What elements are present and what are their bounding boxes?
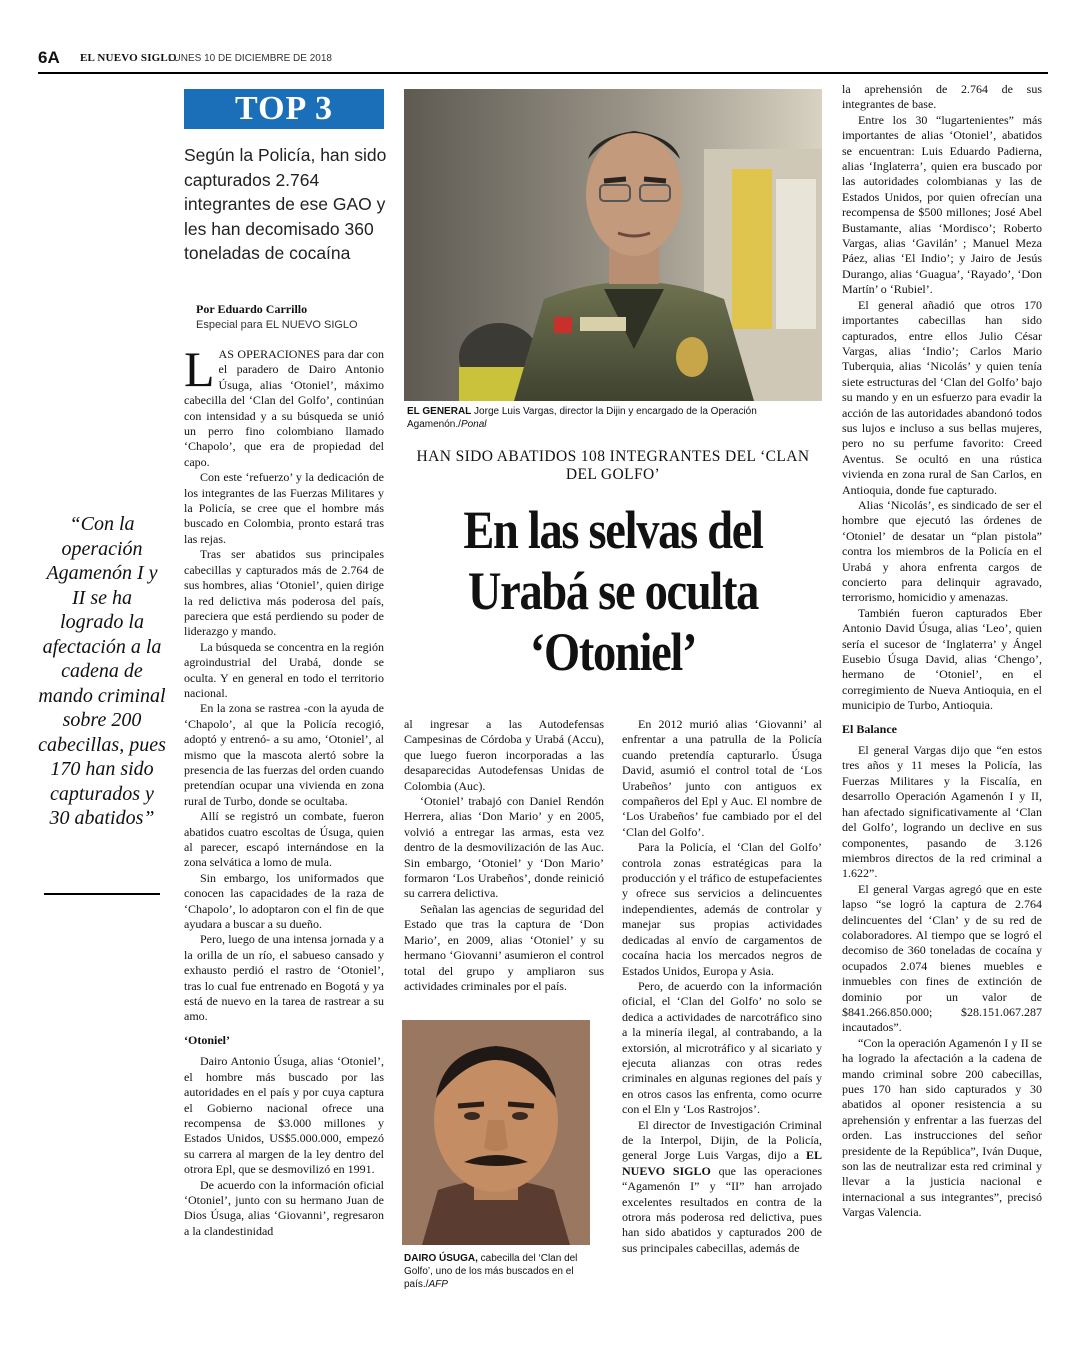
page-number: 6A <box>38 48 60 67</box>
paragraph: Alias ‘Nicolás’, es sindicado de ser el hombre que ejecutó las órdenes de ‘Otoniel’ de desatar un “plan pistola” contra los miembros de la Policía en el Urabá y ahora enfrenta cargos de concierto para delinquir agravado, terrorismo, homicidio y amenazas. <box>842 497 1042 605</box>
caption-text: cabecilla del ‘Clan del Golfo’, uno de los más buscados en el país./ <box>404 1253 578 1290</box>
paragraph: al ingresar a las Autodefensas Campesinas de Córdoba y Urabá (Accu), que luego fueron incorporadas a las desaparecidas Autodefensas Unidas de Colombia (Auc). <box>404 717 604 793</box>
paragraph: Señalan las agencias de seguridad del Estado que tras la captura de ‘Don Mario’, en 2009, alias ‘Otoniel’ y su hermano ‘Giovanni’ asumieron el control total del grupo y ampliaron sus actividades criminales por el país. <box>404 901 604 993</box>
paragraph: El general Vargas agregó que en este lapso “se logró la captura de 2.764 delincuentes del ‘Clan’ y de su red de colaboradores. Al tiempo que se logró el decomiso de 360 toneladas de cocaína y ocupados 2.074 bienes muebles e inmuebles con fines de extinción de dominio por un valor de $841.266.850.000; $28.151.067.287 incautados”. <box>842 881 1042 1035</box>
paragraph <box>184 341 384 470</box>
usuga-photo-caption <box>404 1252 594 1291</box>
kicker: HAN SIDO ABATIDOS 108 INTEGRANTES DEL ‘CLAN DEL GOLFO’ <box>416 448 810 483</box>
paragraph: En 2012 murió alias ‘Giovanni’ al enfrentar a una patrulla de la Policía cuando pretendía capturarlo. Úsuga David, asumió el control total de ‘Los Urabeños’ junto con antiguos ex compañeros del Epl y Auc. El nombre de ‘Los Urabeños’ fue cambiado por el del ‘Clan del Golfo’. <box>622 717 822 839</box>
paragraph: De acuerdo con la información oficial ‘Otoniel’, junto con su hermano Juan de Dios Úsuga, alias ‘Giovanni’, regresaron a la clandestinidad <box>184 1177 384 1238</box>
paragraph: La búsqueda se concentra en la región agroindustrial del Urabá, donde se oculta. Y en general en todo el territorio nacional. <box>184 639 384 700</box>
subheading: El Balance <box>842 721 898 736</box>
caption-text: Jorge Luis Vargas, director la Dijin y encargado de la Operación Agamenón./ <box>407 406 757 430</box>
issue-date: LUNES 10 DE DICIEMBRE DE 2018 <box>168 53 332 64</box>
drop-cap: L <box>184 341 215 397</box>
paragraph: El general Vargas dijo que “en estos tres años y 11 meses la Policía, las Fuerzas Militares y la Fiscalía, en desarrollo Operación Agamenón I y II, han afectado significativamente al ‘Clan del Golfo’, logrando un declive en sus componentes, pasando de 3.126 miembros directos de la red criminal a 1.622”. <box>842 743 1042 881</box>
byline-role: Especial para EL NUEVO SIGLO <box>196 319 358 331</box>
paragraph: Con este ‘refuerzo’ y la dedicación de los integrantes de las Fuerzas Militares y la Policía, se cree que el hombre más buscado en Colombia, pronto estará tras las rejas. <box>184 470 384 546</box>
paragraph: Dairo Antonio Úsuga, alias ‘Otoniel’, el hombre más buscado por las autoridades en el país y por cuya captura el Gobierno nacional ofrece una recompensa de $3.000 millones y Estados Unidos, US$5.000.000, empezó su carrera al margen de la ley dentro del otrora Epl, que se desmovilizó en 1991. <box>184 1054 384 1177</box>
caption-lead: DAIRO ÚSUGA, <box>404 1253 478 1264</box>
paragraph-text: AS OPERACIONES para dar con el paradero de Dairo Antonio Úsuga, alias ‘Otoniel’, máximo cabecilla del ‘Clan del Golfo’, continúan con intensidad y a su búsqueda se unió un perro fino colombiano llamado ‘Chapolo’, que era de propiedad del capo. <box>184 347 384 469</box>
paragraph: En la zona se rastrea -con la ayuda de ‘Chapolo’, al que la Policía recogió, adoptó y entrenó- a su amo, ‘Otoniel’, al mismo que la mascota alertó sobre la presencia de las fuerzas del orden cuando pretendían ocupar una vivienda en zona rural de Turbo, donde se ocultaba. <box>184 701 384 808</box>
article-column-3 <box>622 717 822 1256</box>
newspaper-name: EL NUEVO SIGLO <box>80 52 177 64</box>
paragraph <box>622 1118 822 1257</box>
top3-badge: TOP 3 <box>184 89 384 129</box>
article-deck: Según la Policía, han sido capturados 2.764 integrantes de ese GAO y les han decomisado 360 toneladas de cocaína <box>184 145 387 263</box>
paragraph: Pero, luego de una intensa jornada y a la orilla de un río, el sabueso cansado y exhausto perdió el rastro de ‘Otoniel’, tras lo cual fue entrenado en Bogotá y ya está de nuevo en la tarea de rastrear a su amo. <box>184 932 384 1024</box>
caption-lead: EL GENERAL <box>407 406 472 417</box>
paragraph: Entre los 30 “lugartenientes” más importantes de alias ‘Otoniel’, abatidos se encuentran: Luis Eduardo Padierna, alias ‘Inglaterra’, quien era buscado por las autoridades colombianas y las de Estados Unidos, por quien ofrecían una recompensa de $500 millones; José Abel Bustamante, alias ‘Mordisco’; Roberto Vargas, alias ‘Gavilán’ ; Manuel Meza Páez, alias ‘El Indio’; y Jairo de Jesús Durango, alias ‘Guagua’, ‘Rayado’, ‘Don Martín’ o ‘Rubiel’. <box>842 112 1042 297</box>
byline-author: Por Eduardo Carrillo <box>196 302 308 316</box>
photo-credit: Ponal <box>460 419 487 430</box>
paragraph: Pero, de acuerdo con la información oficial, el ‘Clan del Golfo’ no solo se dedica a actividades de narcotráfico sino a la minería ilegal, al contrabando, a la extorsión, al microtráfico y al sicariato y ejecuta alianzas con otras redes criminales en algunas regiones del país y en otros casos las enfrenta, como ocurre con el Eln y ‘Los Rastrojos’. <box>622 978 822 1117</box>
general-portrait-image <box>404 89 822 401</box>
usuga-photo <box>402 1020 590 1245</box>
paragraph: la aprehensión de 2.764 de sus integrantes de base. <box>842 82 1042 112</box>
paragraph: También fueron capturados Eber Antonio David Úsuga, alias ‘Leo’, quien sería el sucesor de ‘Inglaterra’ y Ángel Eusebio Úsuga David, alias ‘Chengo’, hermano de ‘Otoniel’, en el corregimiento de Nueva Antioquia, en el municipio de Turbo, Antioquia. <box>842 605 1042 713</box>
photo-credit: AFP <box>428 1279 448 1290</box>
headline: En las selvas del Urabá se oculta ‘Otoniel’ <box>463 500 763 682</box>
general-photo-caption <box>407 405 817 431</box>
paragraph-text: El director de Investigación Criminal de la Interpol, Dijin, de la Policía, general Jorge Luis Vargas, dijo a <box>622 1117 822 1163</box>
article-column-1 <box>184 341 384 1239</box>
general-photo <box>404 89 822 401</box>
paragraph: “Con la operación Agamenón I y II se ha logrado la afectación a la cadena de mando criminal sobre 200 cabecillas, pues 170 han sido capturados y 30 abatidos al oponer resistencia a su aprehensión y enfrentar a las fuerzas del orden. Las instrucciones del señor presidente de la República”, Iván Duque, son las de neutralizar esta red criminal y llevar a la justicia nacional e internacional a sus integrantes”, precisó Vargas Valencia. <box>842 1035 1042 1220</box>
paragraph-text: que las operaciones “Agamenón I” y “II” han arrojado excelentes resultados en contra de la otrora más poderosa red delictiva, pues han sido abatidos y capturados 200 de sus principales cabecillas, además de <box>622 1163 822 1255</box>
pull-quote-rule <box>44 893 160 895</box>
paragraph: El general añadió que otros 170 importantes cabecillas han sido capturados, entre ellos Julio César Vargas, alias ‘Indio’; Carlos Mario Tuberquia, alias ‘Nicolás’ y quien tenía siete estructuras del ‘Clan del Golfo’ bajo su mando y en un esfuerzo para evadir la acción de las autoridades abandonó todos sus lujos e incluso a sus bellas mujeres, pero no su perfume favorito: Creed Aventus. Se ocultó en una rústica vivienda en zona rural de San Carlos, en Antioquia, donde fue capturado. <box>842 297 1042 497</box>
subheading: ‘Otoniel’ <box>184 1032 230 1047</box>
usuga-portrait-image <box>402 1020 590 1245</box>
newspaper-mention: EL NUEVO SIGLO <box>622 1148 822 1178</box>
pull-quote: “Con la operación Agamenón I y II se ha logrado la afectación a la cadena de mando criminal sobre 200 cabecillas, pues 170 han sido capturados y 30 abatidos” <box>38 513 166 829</box>
paragraph: Para la Policía, el ‘Clan del Golfo’ controla zonas estratégicas para la producción y el tráfico de estupefacientes y ofrece sus servicios a delincuentes independientes, además de controlar y manejar sus propias actividades dedicadas al envío de cargamentos de cocaína hacia los mercados negros de Estados Unidos, Europa y Asia. <box>622 840 822 978</box>
header-rule <box>38 72 1048 74</box>
paragraph: Sin embargo, los uniformados que conocen las capacidades de la raza de ‘Chapolo’, lo adoptaron con el fin de que ayudara a buscar a su dueño. <box>184 870 384 932</box>
article-column-4 <box>842 82 1042 1221</box>
paragraph: Tras ser abatidos sus principales cabecillas y capturados más de 2.764 de sus hombres, alias ‘Otoniel’, quien dirige la red delictiva más poderosa del país, pareciera que está perdiendo su poder de liderazgo y mando. <box>184 547 384 639</box>
paragraph: ‘Otoniel’ trabajó con Daniel Rendón Herrera, alias ‘Don Mario’ y en 2005, volvió a entregar las armas, esta vez dentro de la desmovilización de las Auc. Sin embargo, ‘Otoniel’ y ‘Don Mario’ formaron ‘Los Urabeños’, donde reinició su carrera delictiva. <box>404 794 604 901</box>
article-column-2 <box>404 717 604 994</box>
paragraph: Allí se registró un combate, fueron abatidos cuatro escoltas de Úsuga, quien al parecer, escapó internándose en la zona selvática a lomo de mula. <box>184 809 384 870</box>
